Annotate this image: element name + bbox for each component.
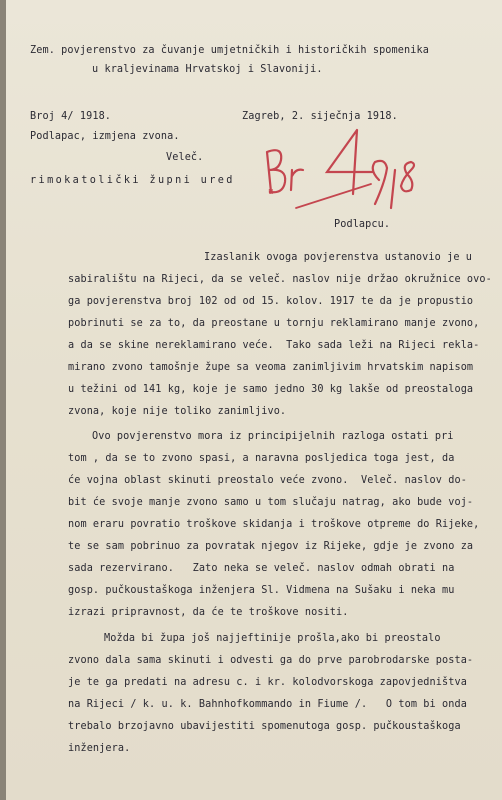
subject-line: Podlapac, izmjena zvona.: [30, 131, 180, 142]
date-line: Zagreb, 2. siječnja 1918.: [242, 111, 398, 122]
header-line-1: Zem. povjerenstvo za čuvanje umjetničkih i historičkih spomenika: [30, 45, 429, 56]
body-line: te se sam pobrinuo za povratak njegov iz Rijeke, gdje je zvono za: [68, 541, 474, 552]
body-line: gosp. pučkoustaškoga inženjera Sl. Vidmena na Sušaku i neka mu: [68, 585, 455, 596]
body-line: izrazi pripravnost, da će te troškove nositi.: [68, 607, 349, 618]
salutation: Veleč.: [166, 152, 204, 163]
body-line: Ovo povjerenstvo mora iz principijelnih razloga ostati pri: [92, 431, 454, 442]
body-line: je te ga predati na adresu c. i kr. kolodvorskoga zapovjedništva: [68, 677, 467, 688]
body-line: bit će svoje manje zvono samo u tom slučaju natrag, ako bude voj-: [68, 497, 474, 508]
recipient: rimokatolički župni ured: [30, 175, 235, 186]
body-line: na Rijeci / k. u. k. Bahnhofkommando in Fiume /. O tom bi onda: [68, 699, 467, 710]
body-line: trebalo brzojavno ubavijestiti spomenutoga gosp. pučkoustaškoga: [68, 721, 461, 732]
recipient-place: Podlapcu.: [334, 219, 391, 230]
body-line: a da se skine nereklamirano veće. Tako sada leži na Rijeci rekla-: [68, 340, 480, 351]
stamp-mark: u: [268, 187, 274, 197]
body-line: u težini od 141 kg, koje je samo jedno 30 kg lakše od preostaloga: [68, 384, 474, 395]
body-line: nom eraru povratio troškove skidanja i troškove otpreme do Rijeke,: [68, 519, 480, 530]
body-line: ga povjerenstva broj 102 od od 15. kolov. 1917 te da je propustio: [68, 296, 474, 307]
reference-number: Broj 4/ 1918.: [30, 111, 112, 122]
body-line: Izaslanik ovoga povjerenstva ustanovio je u: [204, 252, 473, 263]
body-line: sabiralištu na Rijeci, da se veleč. naslov nije držao okružnice ovo-: [68, 274, 492, 285]
body-line: pobrinuti se za to, da preostane u tornju reklamirano manje zvono,: [68, 318, 480, 329]
body-line: Možda bi župa još najjeftinije prošla,ako bi preostalo: [104, 633, 441, 644]
body-line: zvono dala sama skinuti i odvesti ga do prve parobrodarske posta-: [68, 655, 474, 666]
body-line: tom , da se to zvono spasi, a naravna posljedica toga jest, da: [68, 453, 455, 464]
body-line: zvona, koje nije toliko zanimljivo.: [68, 406, 287, 417]
body-line: mirano zvono tamošnje župe sa veoma zanimljivim hrvatskim napisom: [68, 362, 474, 373]
body-line: će vojna oblast skinuti preostalo veće zvono. Veleč. naslov do-: [68, 475, 467, 486]
body-line: sada rezervirano. Zato neka se veleč. naslov odmah obrati na: [68, 563, 455, 574]
registry-stamp: [261, 122, 426, 217]
body-line: inženjera.: [68, 743, 131, 754]
header-line-2: u kraljevinama Hrvatskoj i Slavoniji.: [92, 64, 323, 75]
